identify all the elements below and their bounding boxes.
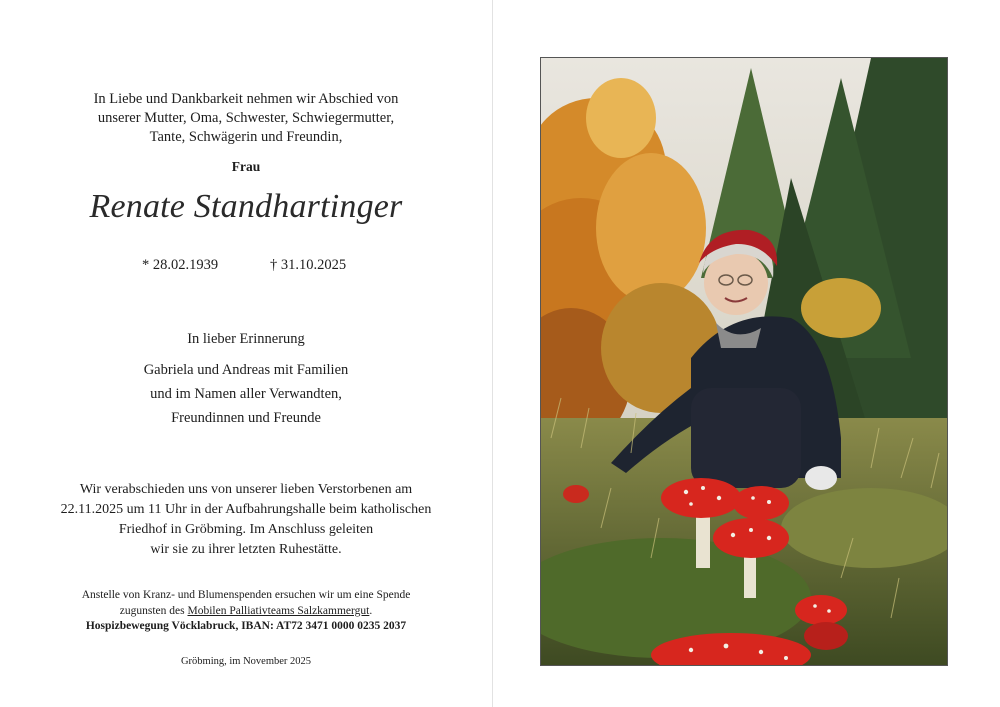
salutation: Frau (231, 159, 261, 174)
donation-line: Anstelle von Kranz- und Blumenspenden ersuchen wir um eine Spende (81, 589, 411, 601)
funeral-line: wir sie zu ihrer letzten Ruhestätte. (150, 542, 342, 557)
family-block (0, 358, 492, 430)
funeral-line: Wir verabschieden uns von unserer lieben Verstorbenen am (79, 482, 413, 497)
memory-title: In lieber Erinnerung (187, 331, 305, 347)
funeral-line: 22.11.2025 um 11 Uhr in der Aufbahrungshalle beim katholischen (60, 502, 432, 517)
funeral-line: Friedhof in Gröbming. Im Anschluss geleiten (118, 522, 374, 537)
family-line: und im Namen aller Verwandten, (150, 386, 342, 402)
family-line: Freundinnen und Freunde (171, 410, 321, 426)
donation-prefix: zugunsten des (119, 604, 188, 617)
iban-line: Hospizbewegung Vöcklabruck, IBAN: AT72 3471 0000 0235 2037 (85, 620, 407, 632)
portrait-photo (540, 57, 948, 666)
place-date: Gröbming, im November 2025 (180, 656, 312, 667)
birth-date: * 28.02.1939 (142, 257, 219, 273)
family-line: Gabriela und Andreas mit Familien (143, 362, 349, 378)
palliative-team-name: Mobilen Palliativteams Salzkammergut (187, 604, 370, 617)
obituary-text-page (0, 0, 493, 707)
intro-line: Tante, Schwägerin und Freundin, (149, 129, 343, 145)
death-date: † 31.10.2025 (270, 257, 347, 273)
intro-line: In Liebe und Dankbarkeit nehmen wir Abschied von (93, 91, 399, 107)
donation-notice (0, 588, 492, 635)
intro-text (0, 90, 492, 147)
donation-line-2 (0, 604, 492, 620)
intro-line: unserer Mutter, Oma, Schwester, Schwiegermutter, (97, 110, 395, 126)
funeral-notice (0, 480, 492, 560)
donation-suffix: . (369, 604, 373, 617)
deceased-name: Renate Standhartinger (89, 188, 403, 225)
